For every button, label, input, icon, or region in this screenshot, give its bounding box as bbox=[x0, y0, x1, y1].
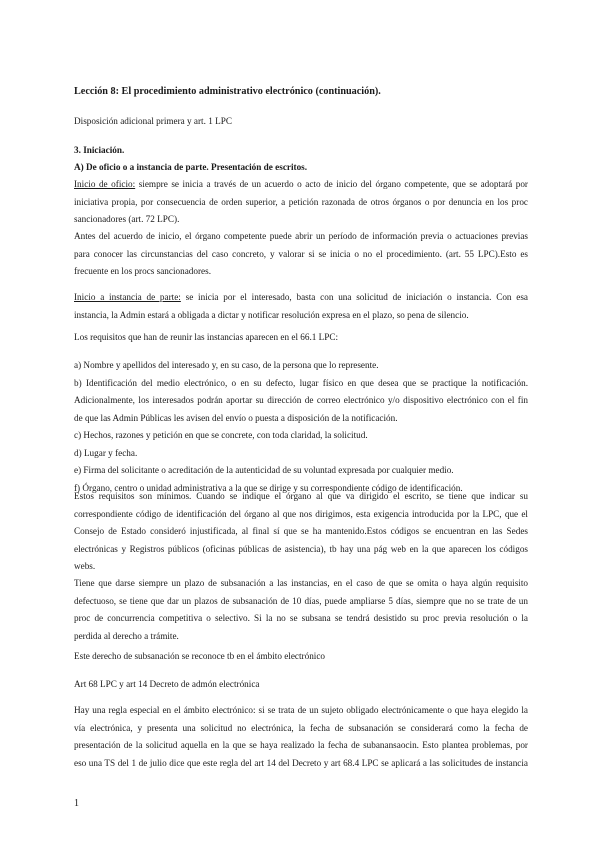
paragraph-line: presentación de la solicitud aquella en la que se haya realizado la fecha de subanansaocin. Esto plantea problemas, por bbox=[74, 740, 528, 750]
inicio-oficio-label: Inicio de oficio: bbox=[74, 179, 136, 189]
paragraph-acuerdo-inicio bbox=[74, 228, 528, 281]
inicio-instancia-label: Inicio a instancia de parte: bbox=[74, 292, 181, 302]
paragraph-line: Antes del acuerdo de inicio, el órgano competente puede abrir un período de información previa o actuaciones previas bbox=[74, 231, 528, 241]
paragraph-line: eso una TS del 1 de julio dice que este regla del art 14 del Decreto y art 68.4 LPC se aplicará a las solicitudes de instancia bbox=[74, 757, 528, 768]
paragraph-plazo-subsanacion bbox=[74, 575, 528, 645]
requisitos-list bbox=[74, 357, 528, 497]
paragraph-line: iniciativa propia, por consecuencia de orden superior, a petición razonada de otros órganos o por denuncia en los proc bbox=[74, 196, 528, 207]
paragraph-line: Hay una regla especial en el ámbito electrónico: si se trata de un sujeto obligado electrónicamente o que haya elegido la bbox=[74, 705, 528, 715]
paragraph-line: frecuente en los procs sancionadores. bbox=[74, 266, 211, 276]
list-item: a) Nombre y apellidos del interesado y, en su caso, de la persona que lo represente. bbox=[74, 360, 379, 370]
derecho-subsanacion: Este derecho de subsanación se reconoce tb en el ámbito electrónico bbox=[74, 651, 326, 661]
paragraph-line: Consejo de Estado consideró injustificada, al final sí que se ha mantenido.Estos códigos se encuentran en las Sedes bbox=[74, 526, 528, 536]
subtitle: Disposición adicional primera y art. 1 LPC bbox=[74, 116, 232, 126]
list-item: e) Firma del solicitante o acreditación de la autenticidad de su voluntad expresada por cualquier medio. bbox=[74, 465, 454, 475]
art68-reference: Art 68 LPC y art 14 Decreto de admón electrónica bbox=[74, 679, 260, 689]
paragraph-line: webs. bbox=[74, 561, 96, 571]
paragraph-line: perdida al derecho a trámite. bbox=[74, 630, 179, 641]
list-item: c) Hechos, razones y petición en que se concrete, con toda claridad, la solicitud. bbox=[74, 430, 368, 440]
paragraph-line: correspondiente código de identificación del órgano al que nos dirigimos, esta exigencia introducida por la LPC, que el bbox=[74, 508, 528, 519]
subsection-heading: A) De oficio o a instancia de parte. Presentación de escritos. bbox=[74, 162, 308, 172]
paragraph-regla-especial bbox=[74, 702, 528, 772]
paragraph-line: sancionadores (art. 72 LPC). bbox=[74, 214, 180, 224]
paragraph-line: vía electrónica, y presenta una solicitud no electrónica, la fecha de subsanación se considerará como la fecha de bbox=[74, 722, 528, 733]
paragraph-line: siempre se inicia a través de un acuerdo o acto de inicio del órgano competente, que se adoptará por bbox=[135, 179, 528, 189]
list-item: Adicionalmente, los interesados podrán aportar su dirección de correo electrónico y/o dispositivo electrónico con el fin bbox=[74, 395, 528, 405]
paragraph-line: para conocer las circunstancias del caso concreto, y valorar si se inicia o no el procedimiento. (art. 55 LPC).Esto es bbox=[74, 248, 528, 259]
list-item: b) Identificación del medio electrónico, o en su defecto, lugar físico en que desea que se practique la notificación. bbox=[74, 377, 528, 388]
paragraph-line: electrónicas y Registros públicos (oficinas públicas de asistencia), tb hay una pág web en la que aparecen los códigos bbox=[74, 543, 528, 554]
paragraph-line: proc de concurrencia competitiva o selectivo. Si la no se subsana se tendrá desistido su proc previa resolución o la bbox=[74, 613, 528, 623]
paragraph-line: Estos requisitos son mínimos. Cuando se indique el órgano al que va dirigido el escrito, se tiene que indicar su bbox=[74, 491, 528, 501]
paragraph-requisitos-minimos bbox=[74, 488, 528, 576]
page-number: 1 bbox=[74, 798, 79, 809]
section-heading: 3. Iniciación. bbox=[74, 145, 125, 155]
paragraph-line: se inicia por el interesado, basta con una solicitud de iniciación o instancia. Con esa bbox=[180, 292, 529, 302]
paragraph-inicio-oficio bbox=[74, 176, 528, 229]
paragraph-line: Tiene que darse siempre un plazo de subsanación a las instancias, en el caso de que se omita o haya algún requisito bbox=[74, 578, 528, 588]
list-item: d) Lugar y fecha. bbox=[74, 447, 138, 458]
paragraph-line: defectuoso, se tiene que dar un plazos de subsanación de 10 días, puede ampliarse 5 días, siempre que no se trate de un bbox=[74, 595, 528, 606]
requisitos-intro: Los requisitos que han de reunir las instancias aparecen en el 66.1 LPC: bbox=[74, 332, 339, 342]
list-item: de que las Admin Públicas les avisen del envío o puesta a disposición de la notificación. bbox=[74, 412, 398, 423]
paragraph-line: instancia, la Admin estará a obligada a dictar y notificar resolución expresa en el plazo, so pena de silencio. bbox=[74, 309, 469, 320]
lesson-title: Lección 8: El procedimiento administrativo electrónico (continuación). bbox=[74, 86, 381, 97]
paragraph-inicio-instancia bbox=[74, 289, 528, 324]
list-item: f) Órgano, centro o unidad administrativa a la que se dirige y su correspondiente código de identificación. bbox=[74, 482, 463, 493]
